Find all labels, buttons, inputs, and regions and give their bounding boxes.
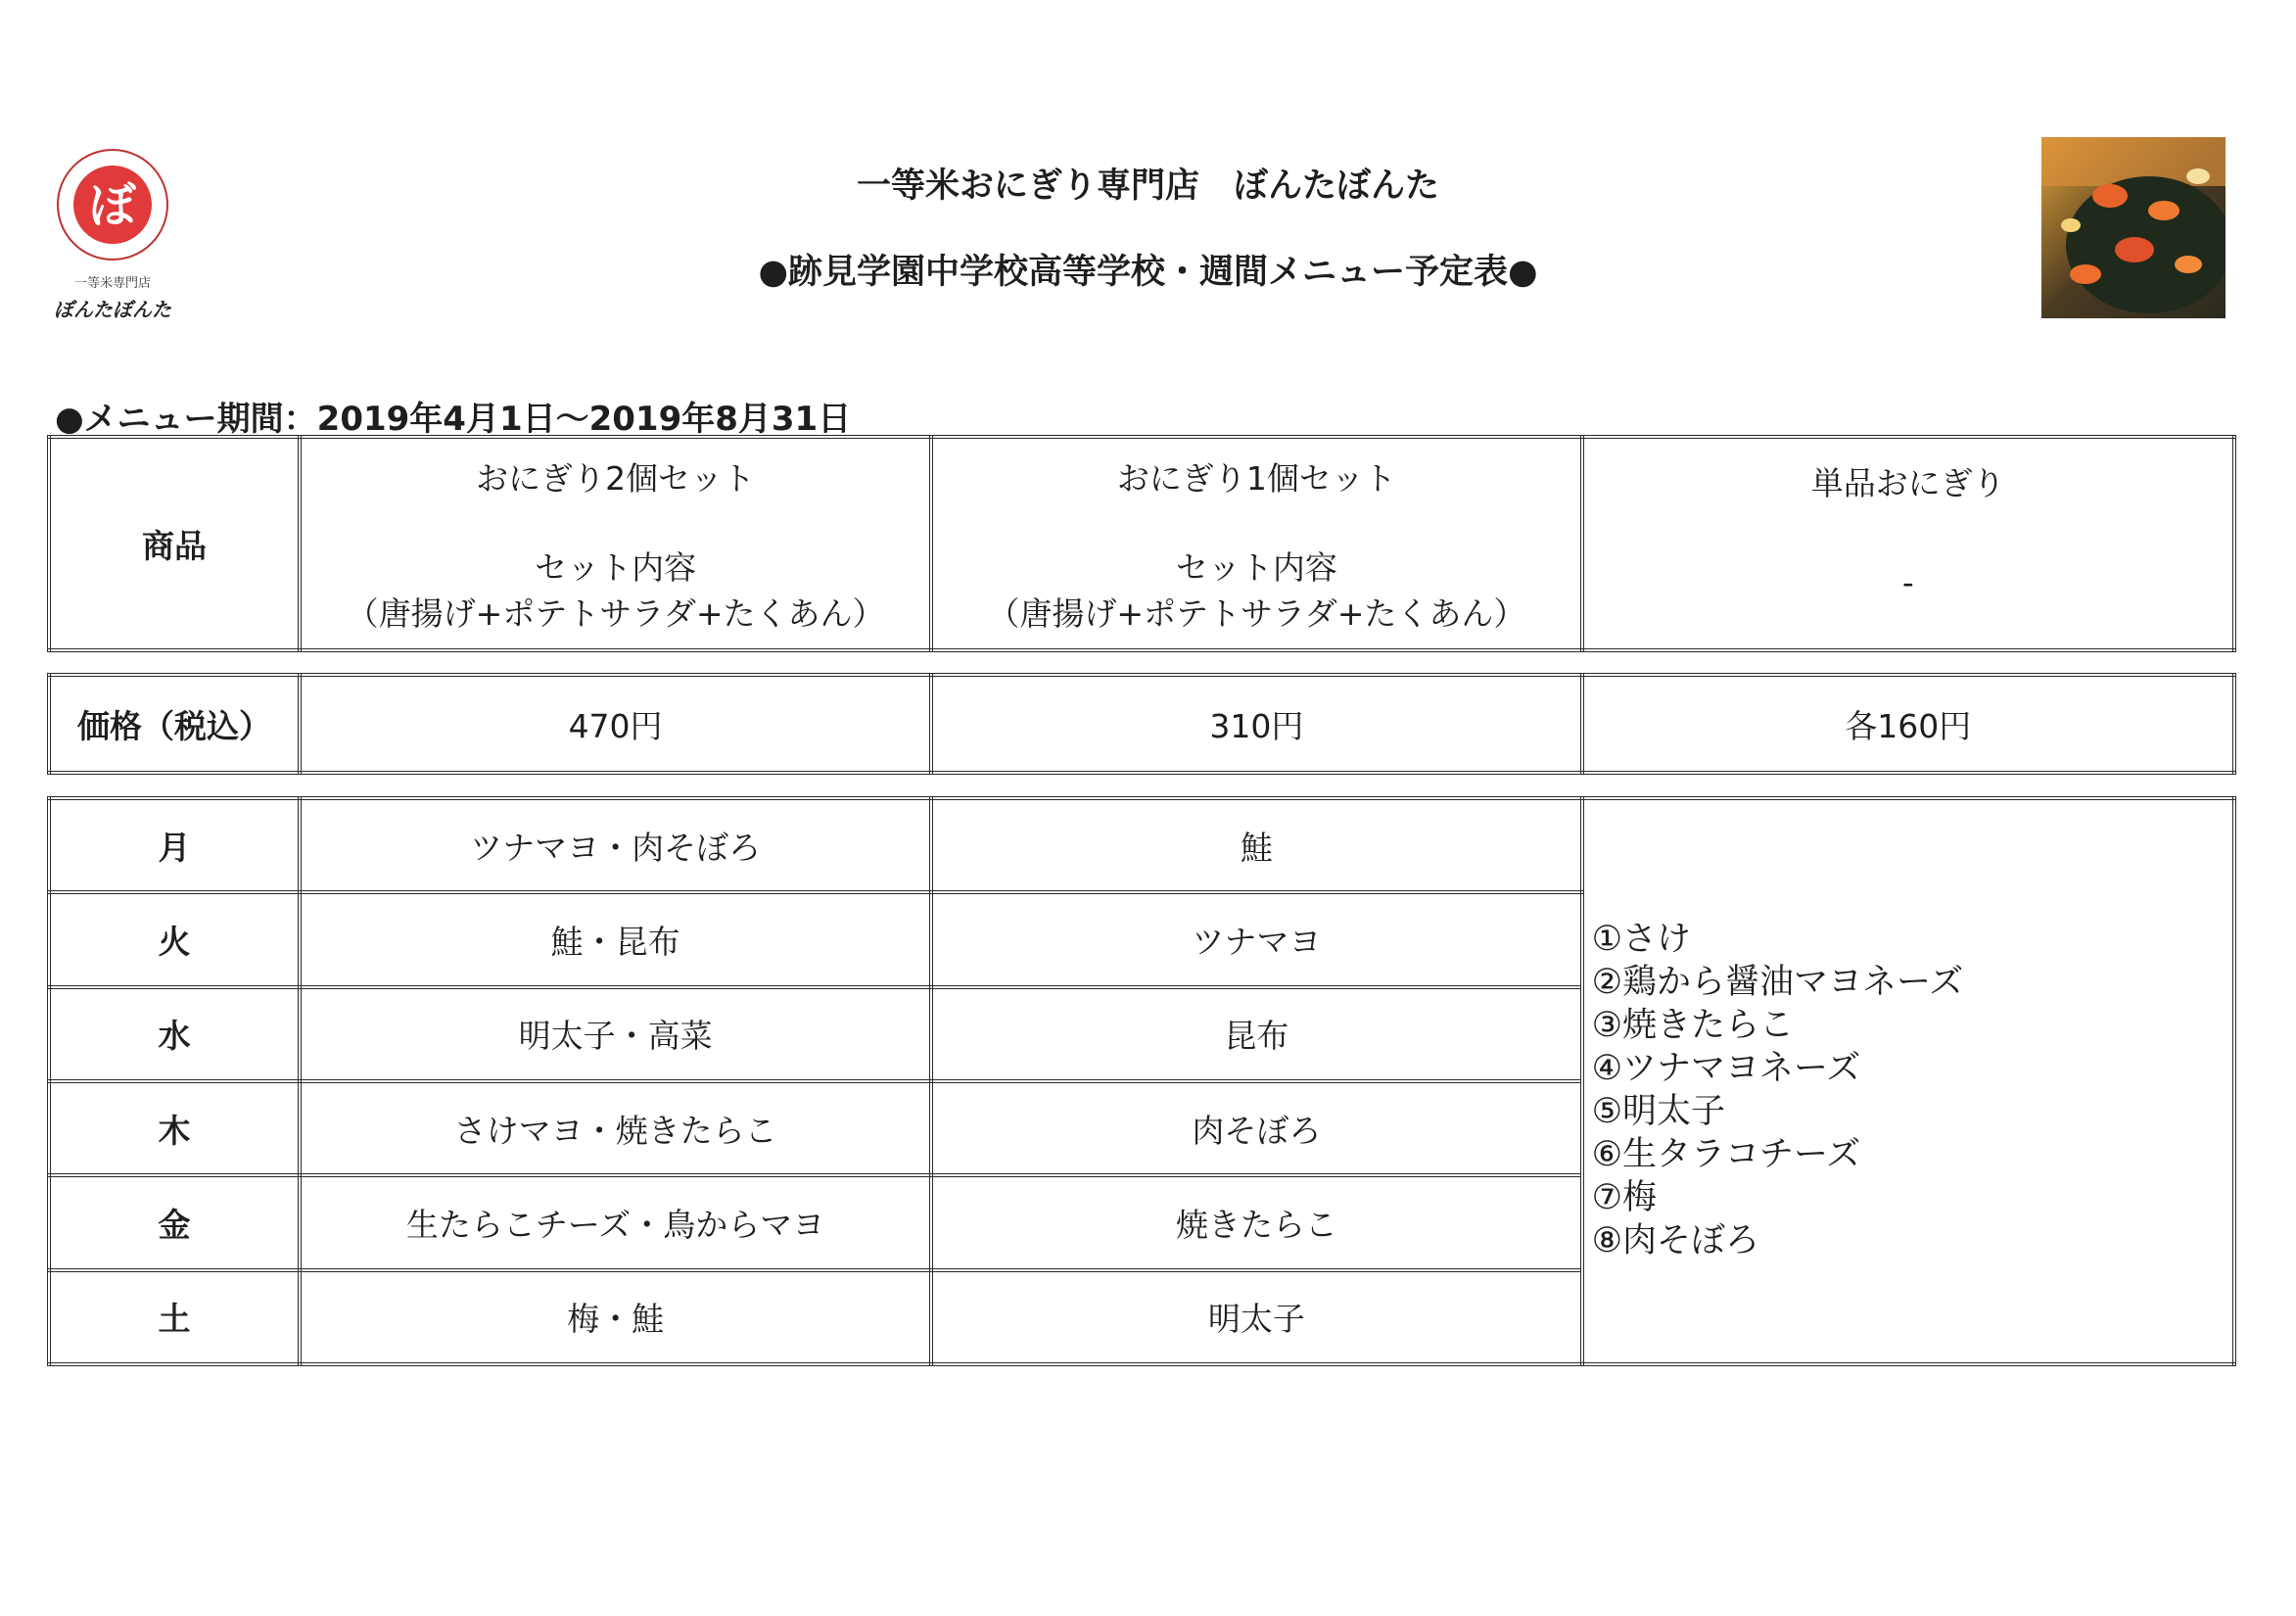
- shop-name-title: 一等米おにぎり専門店 ぼんたぼんた: [856, 166, 1439, 206]
- svg-text:ぼ: ぼ: [88, 178, 137, 233]
- price-single: 各160円: [1582, 675, 2234, 773]
- day-set2: さけマヨ・焼きたらこ: [300, 1081, 931, 1175]
- logo-sub-text: 一等米専門店: [73, 276, 151, 291]
- day-set1: 焼きたらこ: [931, 1175, 1581, 1269]
- weekly-menu-table: [47, 796, 2236, 1366]
- list-item: ②鶏から醤油マヨネーズ: [1591, 963, 1964, 1002]
- set1-title: おにぎり1個セット: [1116, 458, 1396, 498]
- day-set2: 生たらこチーズ・鳥からマヨ: [300, 1175, 931, 1269]
- table-row: [49, 798, 2234, 892]
- list-item: ④ツナマヨネーズ: [1591, 1049, 1861, 1088]
- day-set2: ツナマヨ・肉そぼろ: [300, 798, 931, 892]
- day-set1: 明太子: [931, 1270, 1581, 1364]
- set1-contents: （唐揚げ+ポテトサラダ+たくあん）: [987, 594, 1526, 633]
- price-set2: 470円: [300, 675, 931, 773]
- set2-contents: （唐揚げ+ポテトサラダ+たくあん）: [346, 594, 885, 633]
- day-label: 火: [49, 892, 300, 986]
- logo-name: ぼんたぼんた: [54, 298, 171, 321]
- product-label: 商品: [49, 437, 300, 650]
- menu-title: ●跡見学園中学校高等学校・週間メニュー予定表●: [758, 253, 1538, 292]
- day-label: 水: [49, 987, 300, 1081]
- single-onigiri-list: [1582, 798, 2234, 1364]
- list-item: ①さけ: [1591, 920, 1691, 959]
- single-title: 単品おにぎり: [1810, 464, 2005, 502]
- set2-title: おにぎり2個セット: [476, 458, 756, 498]
- column-header-set2: [300, 437, 931, 650]
- day-label: 金: [49, 1175, 300, 1269]
- day-set2: 鮭・昆布: [300, 892, 931, 986]
- list-item: ⑥生タラコチーズ: [1591, 1135, 1861, 1174]
- set2-contents-label: セット内容: [535, 547, 697, 587]
- list-item: ③焼きたらこ: [1591, 1006, 1794, 1045]
- price-table: [47, 673, 2236, 775]
- price-label: 価格（税込）: [49, 675, 300, 773]
- product-header-table: [47, 435, 2236, 652]
- day-label: 月: [49, 798, 300, 892]
- day-set1: 肉そぼろ: [931, 1081, 1581, 1175]
- list-item: ⑧肉そぼろ: [1591, 1221, 1759, 1260]
- single-contents: -: [1901, 563, 1914, 601]
- day-set1: 鮭: [931, 798, 1581, 892]
- set1-contents-label: セット内容: [1175, 547, 1337, 587]
- day-label: 土: [49, 1270, 300, 1364]
- list-item: ⑦梅: [1591, 1178, 1657, 1217]
- day-set2: 梅・鮭: [300, 1270, 931, 1364]
- menu-period: ●メニュー期間：2019年4月1日～2019年8月31日: [55, 400, 852, 439]
- day-set2: 明太子・高菜: [300, 987, 931, 1081]
- list-item: ⑤明太子: [1591, 1092, 1725, 1131]
- day-set1: 昆布: [931, 987, 1581, 1081]
- price-set1: 310円: [931, 675, 1581, 773]
- column-header-single: [1582, 437, 2234, 650]
- column-header-set1: [931, 437, 1581, 650]
- day-set1: ツナマヨ: [931, 892, 1581, 986]
- day-label: 木: [49, 1081, 300, 1175]
